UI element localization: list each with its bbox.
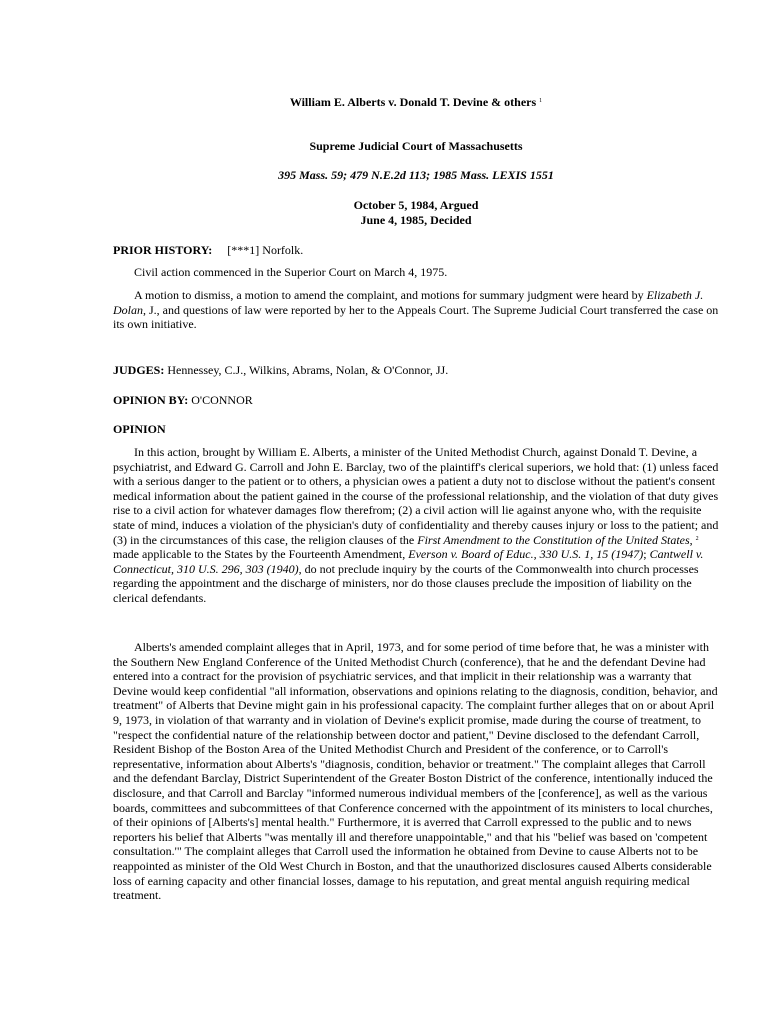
date-decided: June 4, 1985, Decided xyxy=(360,213,472,227)
opinion-p1-c: ; xyxy=(643,547,650,562)
prior-history xyxy=(113,243,723,258)
opinion-by xyxy=(113,393,723,408)
opinion-p1-d: , do not preclude inquiry by the courts of the Commonwealth into church processes regarding the appointment and the discharge of ministers, nor do those clauses preclude the imposition of liability on the clerical defendants. xyxy=(113,561,699,605)
opinion-heading xyxy=(113,422,723,437)
opinion-p1-a: In this action, brought by William E. Alberts, a minister of the United Methodist Church, against Donald T. Devine, a psychiatrist, and Edward G. Carroll and John E. Barclay, two of the plaintiff's clerical superiors, we hold that: (1) unless faced with a serious danger to the patient or to others, a physician owes a patient a duty not to disclose without the patient's consent medical information about the patient gained in the course of the professional relationship, and the violation of that duty gives rise to a civil action for whatever damages flow therefrom; (2) a civil action will lie against anyone who, with the requisite state of mind, induces a violation of the physician's duty of confidentiality and thereby causes injury or loss to the patient; and (3) in the circumstances of this case, the religion clauses of the xyxy=(113,445,719,547)
case-title xyxy=(0,94,768,110)
first-amendment-cite: First Amendment to the Constitution of the United States xyxy=(417,532,690,547)
prior-history-para-2-end: , J., and questions of law were reported by her to the Appeals Court. The Supreme Judicial Court transferred the case on its own initiative. xyxy=(113,302,719,332)
prior-history-para-1-text: Civil action commenced in the Superior Court on March 4, 1975. xyxy=(134,265,448,279)
judge-name: Elizabeth J. Dolan xyxy=(113,288,704,317)
prior-history-para-2 xyxy=(113,288,723,332)
opinion-p1-b: made applicable to the States by the Fourteenth Amendment, xyxy=(113,547,409,562)
date-argued: October 5, 1984, Argued xyxy=(353,198,479,212)
judges xyxy=(113,363,723,378)
case-title-text: William E. Alberts v. Donald T. Devine & others xyxy=(289,95,537,109)
footnote-marker[interactable]: 2 xyxy=(695,535,699,542)
everson-cite: Everson v. Board of Educ., 330 U.S. 1, 15 (1947) xyxy=(408,547,644,562)
prior-history-label: PRIOR HISTORY: xyxy=(113,243,213,257)
opinion-para-1: In this action, brought by William E. Alberts, a minister of the United Methodist Church, against Donald T. Devine, a psychiatrist, and Edward G. Carroll and John E. Barclay, two of the plaintiff's clerical superiors, we hold that: (1) unless faced with a serious danger to the patient or to others, a physician owes a patient a duty not to disclose without the patient's consent medical information about the patient gained in the course of the professional relationship, and the violation of that duty gives rise to a civil action for whatever damages flow therefrom; (2) a civil action will lie against anyone who, with the requisite state of mind, induces a violation of the physician's duty of confidentiality and thereby causes injury or loss to the patient; and (3) in the circumstances of this case, the religion clauses of the First Amendment to the Constitution of the United States, $^2$ made applicable to the States by the Fourteenth Amendment, Everson v. Board of Educ., 330 U.S. 1, 15 (1947); Cantwell v. Connecticut, 310 U.S. 296, 303 (1940), do not preclude inquiry by the courts of the Commonwealth into church processes regarding the appointment and the discharge of ministers, nor do those clauses preclude the imposition of liability on the clerical defendants. xyxy=(113,445,719,605)
court-name: Supreme Judicial Court of Massachusetts xyxy=(309,139,523,153)
prior-history-para-1 xyxy=(113,265,723,280)
prior-history-para-2-start: A motion to dismiss, a motion to amend the complaint, and motions for summary judgment were heard by xyxy=(134,288,647,302)
prior-history-value: [***1] Norfolk. xyxy=(227,243,304,257)
opinion-by-label: OPINION BY: xyxy=(113,393,189,407)
opinion-heading-text: OPINION xyxy=(113,422,166,436)
citation: 395 Mass. 59; 479 N.E.2d 113; 1985 Mass. LEXIS 1551 xyxy=(278,168,554,182)
case-title-footnote[interactable]: 1 xyxy=(539,98,543,104)
judges-label: JUDGES: xyxy=(113,363,165,377)
opinion-para-2 xyxy=(113,640,723,903)
cantwell-cite: Cantwell v. Connecticut, 310 U.S. 296, 303 (1940) xyxy=(113,547,704,576)
opinion-by-value: O'CONNOR xyxy=(188,393,253,407)
judges-value: Hennessey, C.J., Wilkins, Abrams, Nolan, & O'Connor, JJ. xyxy=(164,363,449,377)
opinion-p2-text: Alberts's amended complaint alleges that in April, 1973, and for some period of time before that, he was a minister with the Southern New England Conference of the United Methodist Church (conference), that he and the defendant Devine had entered into a contract for the provision of psychiatric services, and that implicit in their relationship was a warranty that Devine would keep confidential "all information, observations and opinions relating to the diagnosis, condition, behavior, and treatment" of Alberts that Devine might gain in his professional capacity. The complaint further alleges that on or about April 9, 1973, in violation of that warranty and in violation of Devine's explicit promise, made during the course of treatment, to "respect the confidential nature of the relationship between doctor and patient," Devine disclosed to the defendant Carroll, Resident Bishop of the Boston Area of the United Methodist Church and President of the conference, or to Carroll's representative, information about Alberts's "diagnosis, condition, behavior or treatment." The complaint alleges that Carroll and the defendant Barclay, District Superintendent of the Greater Boston District of the conference, intentionally induced the disclosure, and that Carroll and Barclay "informed numerous individual members of the [conference], as well as the various boards, committees and subcommittees of that Conference concerned with the appointment of its ministers to local churches, of their opinions of [Alberts's] mental health." Furthermore, it is averred that Carroll expressed to the public and to news reporters his belief that Alberts "was mentally ill and therefore unappointable," and that his "belief was based on 'competent consultation.'" The complaint alleges that Carroll used the information he obtained from Devine to cause Alberts not to be reappointed as minister of the Old West Church in Boston, and that the unauthorized disclosures caused Alberts considerable loss of earning capacity and other financial losses, damage to his reputation, and great mental anguish requiring medical treatment. xyxy=(113,640,718,903)
